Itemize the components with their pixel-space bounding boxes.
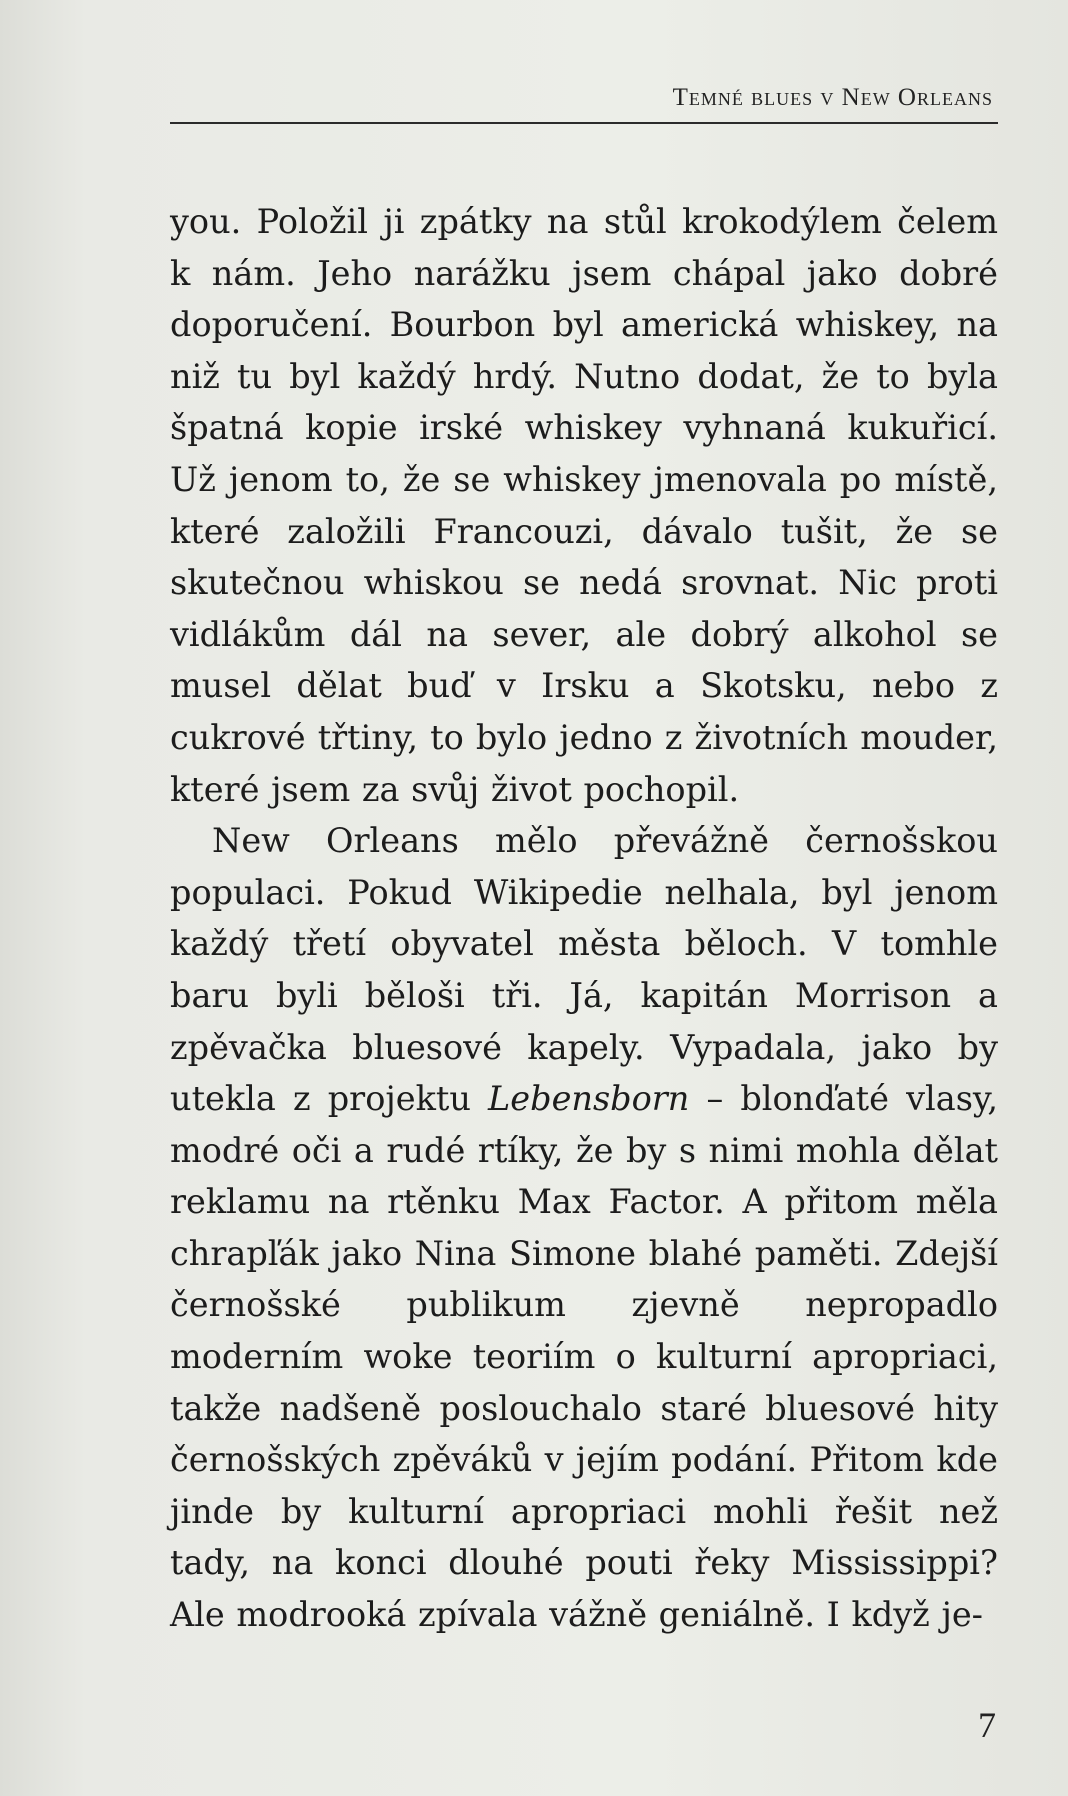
header-rule — [170, 122, 998, 124]
paragraph-1 — [170, 196, 998, 815]
page-number: 7 — [978, 1705, 996, 1745]
italic-term: Lebensborn — [488, 1079, 690, 1119]
body-text — [170, 196, 998, 1641]
paragraph-2-text-end: – blonďaté vlasy, modré oči a rudé rtíky, že by s nimi mohla dělat reklamu na rtěnku Max Factor. A přitom měla chrapľák jako Nina Simone blahé paměti. Zdejší černošské publikum zjevně nepropadlo moderním woke teoriím o kulturní apropriaci, takže nadšeně poslouchalo staré bluesové hity černošských zpěváků v jejím podání. Přitom kde jinde by kulturní apropriaci mohli řešit než tady, na konci dlouhé pouti řeky Mississippi? Ale modrooká zpívala vážně geniálně. I když je- — [170, 1079, 999, 1635]
paragraph-1-text: you. Položil ji zpátky na stůl krokodýlem čelem k nám. Jeho narážku jsem chápal jako dobré doporučení. Bourbon byl americká whiskey, na niž tu byl každý hrdý. Nutno dodat, že to byla špatná kopie irské whiskey vyhnaná kukuřicí. Už jenom to, že se whiskey jmenovala po místě, které založili Francouzi, dávalo tušit, že se skutečnou whiskou se nedá srovnat. Nic proti vidlákům dál na sever, ale dobrý alkohol se musel dělat buď v Irsku a Skotsku, nebo z cukrové třtiny, to bylo jedno z životních mouder, které jsem za svůj život pochopil. — [170, 202, 998, 809]
paragraph-2 — [170, 815, 998, 1641]
paragraph-2-text-start: New Orleans mělo převážně černošskou populaci. Pokud Wikipedie nelhala, byl jenom každý třetí obyvatel města běloch. V tomhle baru byli běloši tři. Já, kapitán Morrison a zpěvačka bluesové kapely. Vypadala, jako by utekla z projektu — [170, 821, 998, 1119]
running-head: Temné blues v New Orleans — [672, 84, 993, 111]
